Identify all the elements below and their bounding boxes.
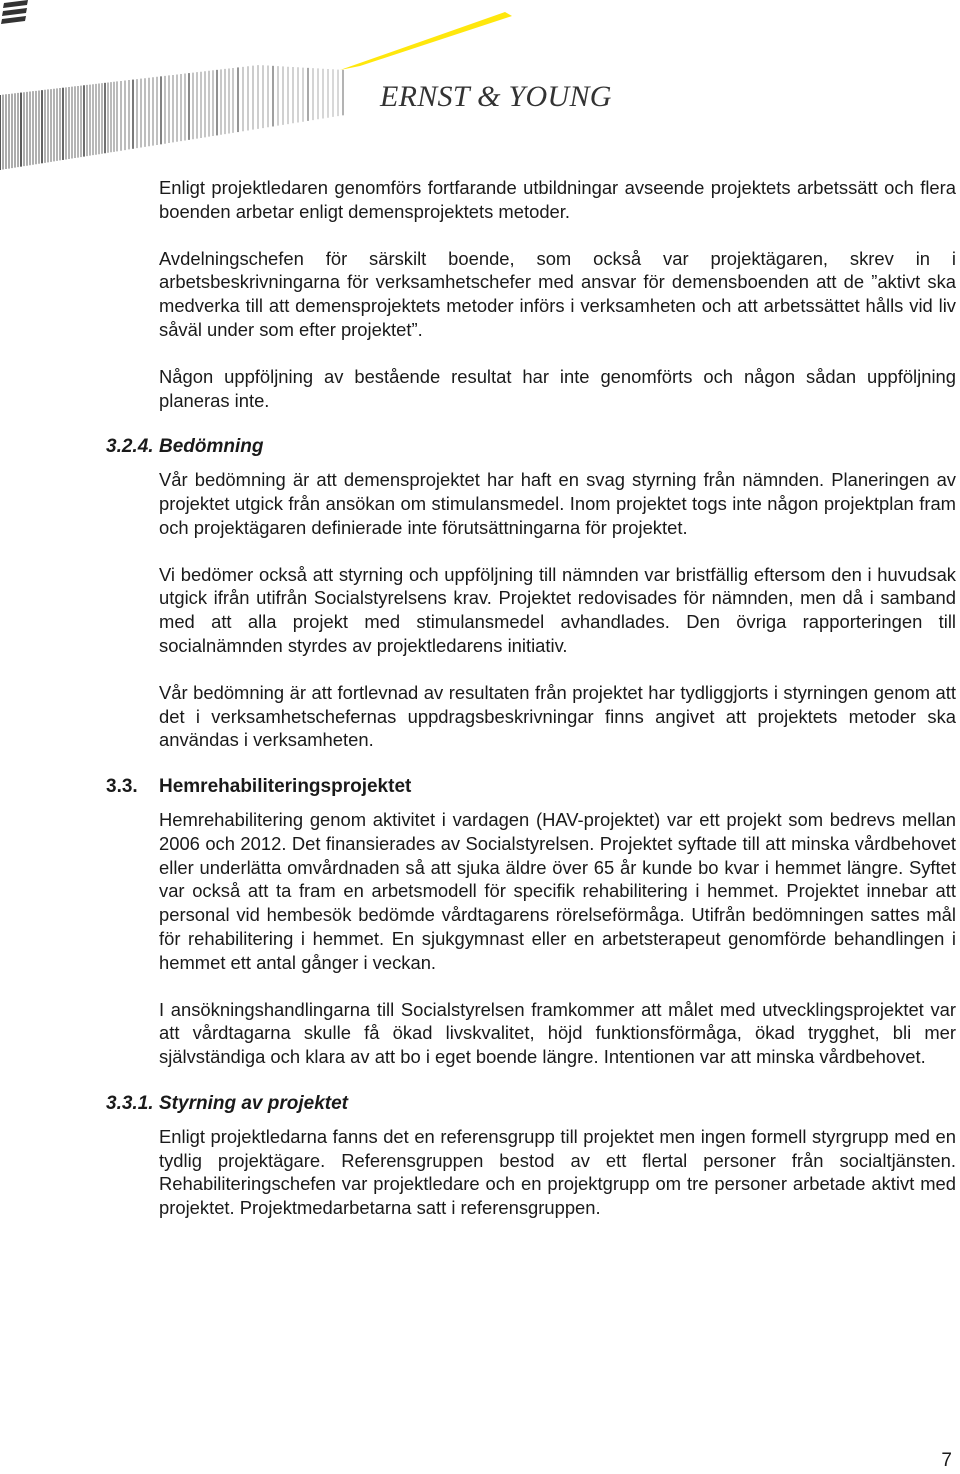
section-3-2-4-paragraphs — [106, 468, 956, 752]
section-title: Hemrehabiliteringsprojektet — [159, 776, 412, 798]
section-3-3-1-heading — [106, 1092, 956, 1116]
section-3-3-paragraphs — [106, 808, 956, 1069]
paragraph: Enligt projektledarna fanns det en referensgrupp till projektet men ingen formell styrgrupp med en tydlig projektägare. Referensgruppen bestod av ett flertal personer från socialtjänsten. Rehabiliteringschefen var projektledare och en projektgrupp om tre personer arbetade aktivt med projektet. Projektmedarbetarna satt i referensgruppen. — [159, 1125, 956, 1219]
page-header — [0, 0, 960, 180]
page-number: 7 — [941, 1450, 952, 1471]
paragraph: Någon uppföljning av bestående resultat har inte genomförts och någon sådan uppföljning planeras inte. — [159, 365, 956, 411]
logo-text: ERNST & YOUNG — [380, 80, 612, 113]
paragraph: Hemrehabilitering genom aktivitet i vardagen (HAV-projektet) var ett projekt som bedrevs mellan 2006 och 2012. Det finansierades av Socialstyrelsen. Projektet syftade till att minska vårdbehovet eller underlätta omvårdnaden så att sjuka äldre över 65 år kunde bo kvar i hemmet längre. Syftet var också att ta fram en arbetsmodell för specifik rehabilitering i hemmet. Projektet innebar att personal vid hembesök bedömde vårdtagarens rörelseförmåga. Utifrån bedömningen sattes mål för rehabilitering i hemmet. En sjukgymnast eller en arbetsterapeut genomförde behandlingen i hemmet ett antal gånger i veckan. — [159, 808, 956, 973]
intro-paragraphs — [106, 176, 956, 412]
section-3-3-1-paragraphs — [106, 1125, 956, 1220]
section-number: 3.2.4. — [106, 436, 154, 458]
section-title: Bedömning — [159, 436, 264, 458]
paragraph: Avdelningschefen för särskilt boende, som också var projektägaren, skrev in i arbetsbeskrivningarna för verksamhetschefer med ansvar för demensboenden att de ”aktivt ska medverka till att demensprojektets metoder införs i verksamheten och att arbetssättet hålls vid liv såväl under som efter projektet”. — [159, 247, 956, 340]
paragraph: Vår bedömning är att fortlevnad av resultaten från projektet har tydliggjorts i styrningen genom att det i verksamhetschefernas uppdragsbeskrivningar finns angivet att projektets metoder ska användas i verksamheten. — [159, 681, 956, 751]
paragraph: Vår bedömning är att demensprojektet har haft en svag styrning från nämnden. Planeringen av projektet utgick från ansökan om stimulansmedel. Inom projektet togs inte någon projektplan fram och projektägaren definierade inte förutsättningarna för projektet. — [159, 469, 956, 538]
paragraph: I ansökningshandlingarna till Socialstyrelsen framkommer att målet med utvecklingsprojektet var att vårdtagarna skulle få ökad livskvalitet, höjd funktionsförmåga, ökad trygghet, bli mer självständiga och klara av att bo i eget boende längre. Intentionen var att minska vårdbehovet. — [159, 998, 956, 1068]
section-3-2-4-heading — [106, 435, 956, 459]
section-number: 3.3.1. — [106, 1092, 154, 1114]
section-3-3-heading — [106, 775, 956, 799]
paragraph: Enligt projektledaren genomförs fortfarande utbildningar avseende projektets arbetssätt och flera boenden arbetar enligt demensprojektets metoder. — [159, 177, 956, 222]
section-number: 3.3. — [106, 776, 138, 798]
section-title: Styrning av projektet — [159, 1092, 348, 1114]
paragraph: Vi bedömer också att styrning och uppföljning till nämnden var bristfällig eftersom den i huvudsak utgick ifrån utifrån Socialstyrelsens krav. Projektet redovisades för nämnden, men då i samband med att alla projekt med stimulansmedel avhandlades. Den övriga rapporteringen till socialnämnden styrdes av projektledarens initiativ. — [159, 563, 956, 656]
ey-logo-icon — [0, 0, 30, 26]
document-body — [106, 176, 956, 1243]
